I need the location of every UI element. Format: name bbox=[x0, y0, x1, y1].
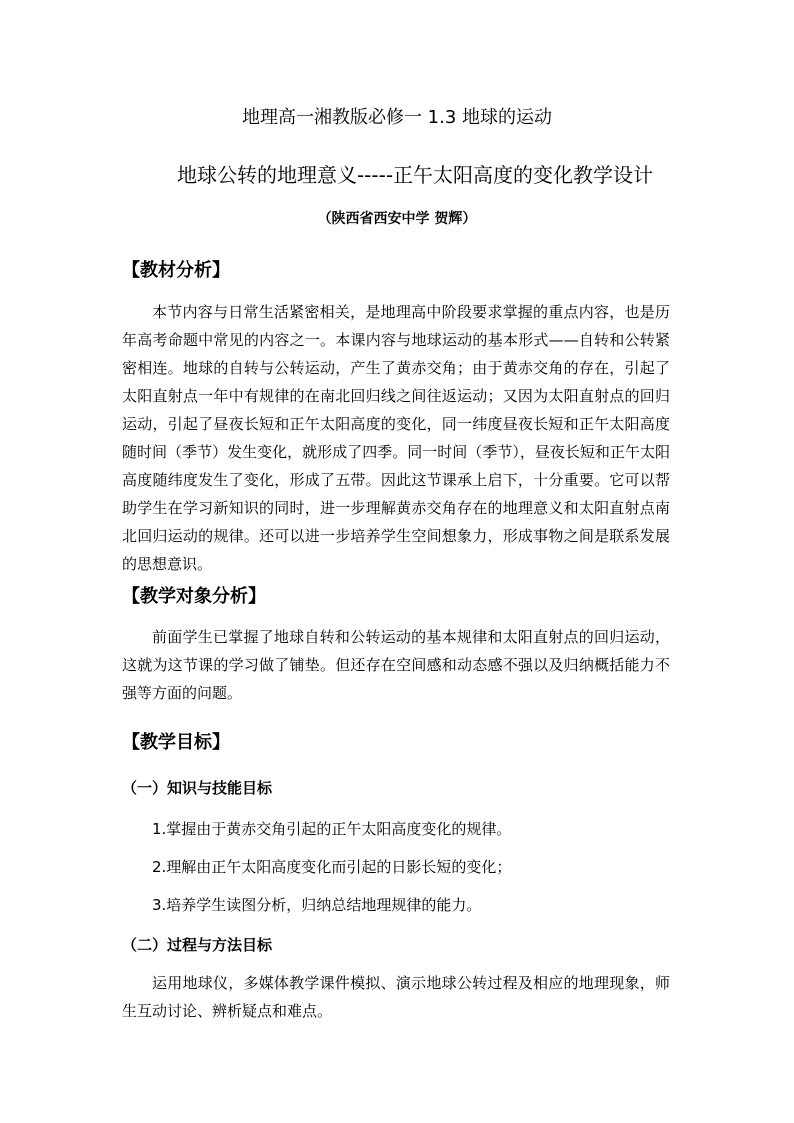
knowledge-goal-item: 1.掌握由于黄赤交角引起的正午太阳高度变化的规律。 bbox=[152, 820, 512, 838]
knowledge-goal-item: 3.培养学生读图分析，归纳总结地理规律的能力。 bbox=[152, 896, 482, 914]
knowledge-goal-item: 2.理解由正午太阳高度变化而引起的日影长短的变化； bbox=[152, 858, 512, 876]
student-analysis-heading: 【教学对象分析】 bbox=[122, 586, 266, 607]
document-subtitle: 地球公转的地理意义-----正午太阳高度的变化教学设计 bbox=[176, 163, 654, 187]
textbook-analysis-heading: 【教材分析】 bbox=[122, 260, 230, 281]
author-line: （陕西省西安中学 贺辉） bbox=[317, 211, 477, 227]
process-goals-paragraph: 运用地球仪，多媒体教学课件模拟、演示地球公转过程及相应的地理现象，师生互动讨论、辨析疑点和难点。 bbox=[122, 974, 670, 1020]
textbook-analysis-paragraph: 本节内容与日常生活紧密相关，是地理高中阶段要求掌握的重点内容，也是历年高考命题中常见的内容之一。本课内容与地球运动的基本形式——自转和公转紧密相连。地球的自转与公转运动，产生了黄赤交角；由于黄赤交角的存在，引起了太阳直射点一年中有规律的在南北回归线之间往返运动；又因为太阳直射点的回归运动，引起了昼夜长短和正午太阳高度的变化，同一纬度昼夜长短和正午太阳高度随时间（季节）发生变化，就形成了四季。同一时间（季节），昼夜长短和正午太阳高度随纬度发生了变化，形成了五带。因此这节课承上启下，十分重要。它可以帮助学生在学习新知识的同时，进一步理解黄赤交角存在的地理意义和太阳直射点南北回归运动的规律。还可以进一步培养学生空间想象力，形成事物之间是联系发展的思想意识。 bbox=[122, 303, 670, 573]
student-analysis-paragraph: 前面学生已掌握了地球自转和公转运动的基本规律和太阳直射点的回归运动，这就为这节课的学习做了铺垫。但还存在空间感和动态感不强以及归纳概括能力不强等方面的问题。 bbox=[122, 628, 670, 702]
teaching-goals-heading: 【教学目标】 bbox=[122, 732, 230, 753]
process-goals-heading: （二）过程与方法目标 bbox=[122, 936, 273, 954]
document-title: 地理高一湘教版必修一 1.3 地球的运动 bbox=[241, 107, 553, 128]
knowledge-goals-heading: （一）知识与技能目标 bbox=[122, 779, 273, 797]
